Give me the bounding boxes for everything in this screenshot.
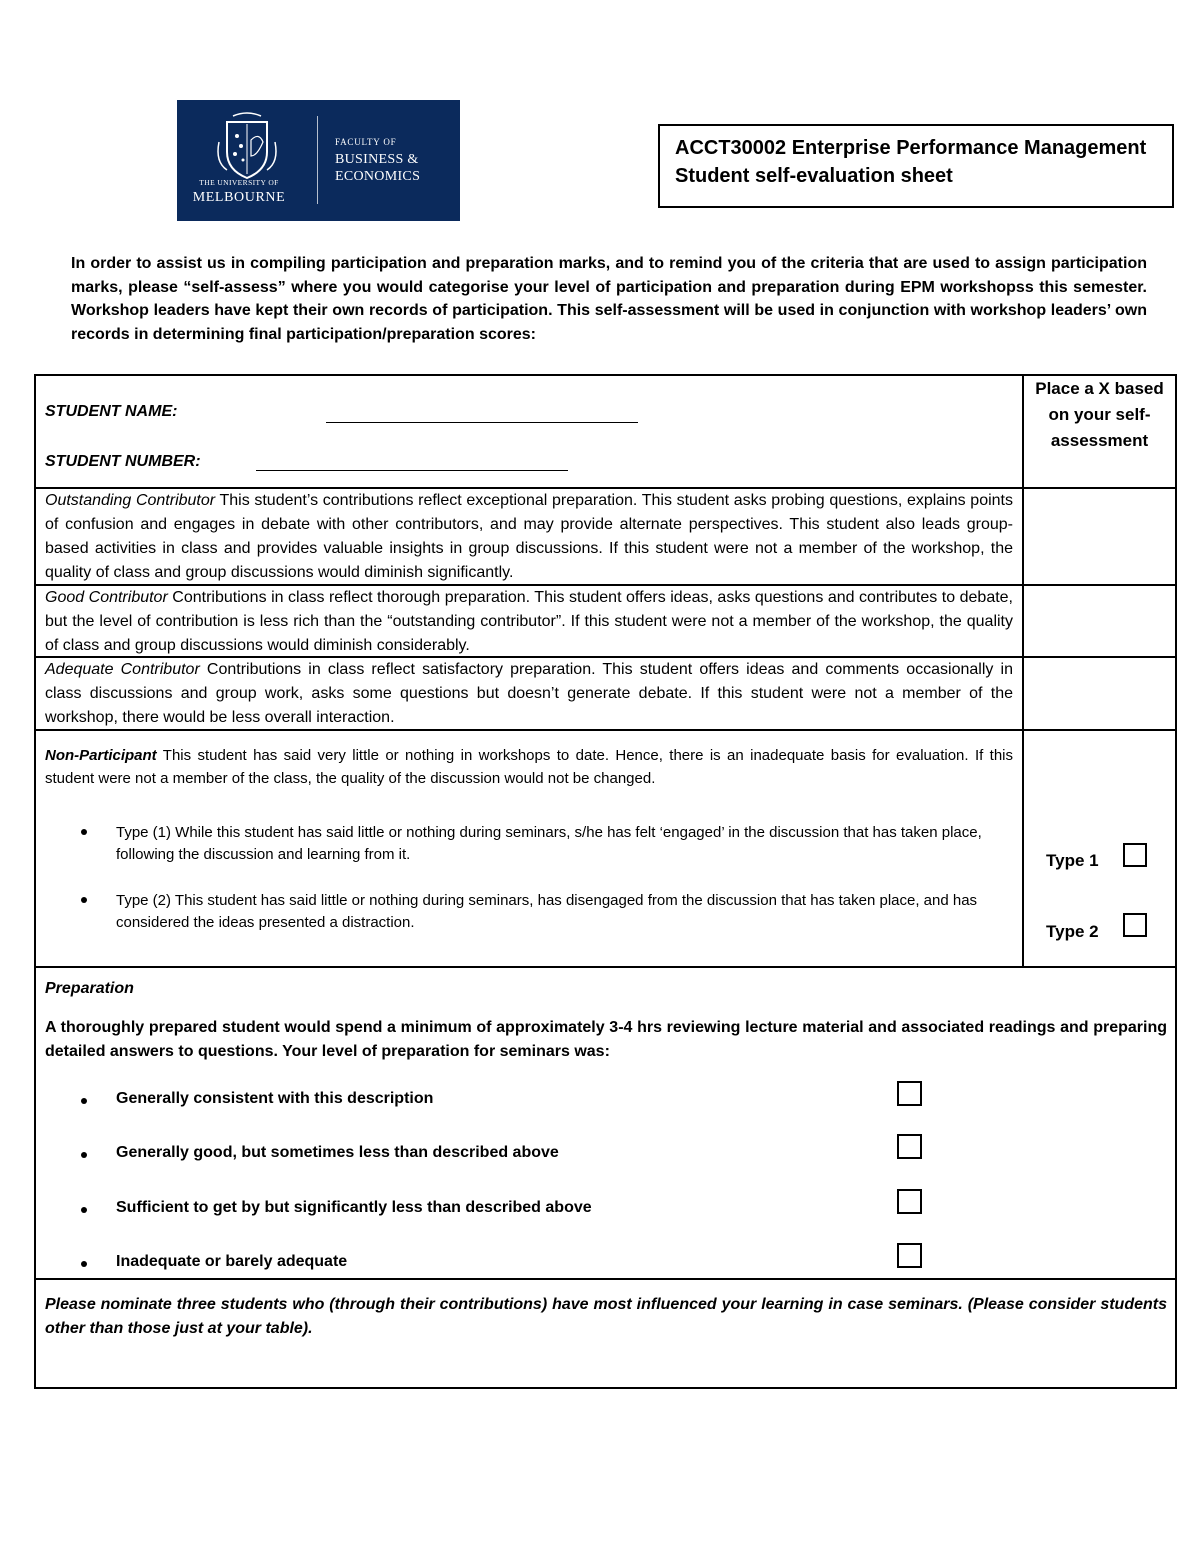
- table-column-divider: [1022, 374, 1024, 968]
- type-2-label: Type 2: [1046, 922, 1099, 941]
- criterion-text: Contributions in class reflect thorough preparation. This student offers ideas, asks questions and contributes to debate, but the level of contribution is less rich than the “outstanding contributor”. If this student were not a member of the workshop, the quality of class and group discussions would diminish considerably.: [45, 589, 1014, 654]
- logo-faculty-line1: BUSINESS &: [335, 152, 419, 167]
- criterion-name: Outstanding Contributor: [45, 492, 216, 509]
- nominate-instructions: Please nominate three students who (through their contributions) have most influenced your learning in case seminars. (Please consider students other than those just at your table).: [45, 1296, 1167, 1337]
- preparation-description: A thoroughly prepared student would spend a minimum of approximately 3-4 hrs reviewing lecture material and associated readings and preparing detailed answers to questions. Your level of preparation for seminars was:: [45, 1019, 1167, 1060]
- row-divider: [34, 1278, 1177, 1280]
- logo-faculty-prefix: FACULTY OF: [335, 137, 397, 147]
- logo-divider: [317, 116, 318, 204]
- bullet-icon: [81, 1261, 87, 1267]
- table-border-top: [34, 374, 1177, 376]
- type-1-checkbox[interactable]: [1123, 843, 1147, 867]
- student-name-label: STUDENT NAME:: [45, 403, 178, 420]
- student-name-field[interactable]: [326, 422, 638, 423]
- bullet-icon: [81, 1207, 87, 1213]
- criterion-name: Non-Participant: [45, 747, 157, 764]
- place-x-header: Place a X based on your self-assessment: [1035, 379, 1164, 450]
- criterion-outstanding: [45, 489, 1013, 585]
- type-2-checkbox[interactable]: [1123, 913, 1147, 937]
- student-number-field[interactable]: [256, 470, 568, 471]
- preparation-option: Inadequate or barely adequate: [116, 1253, 348, 1270]
- criterion-text: This student’s contributions reflect exceptional preparation. This student asks probing questions, explains points of confusion and engages in debate with other contributors, and may provide alternate perspectives. This student also leads group-based activities in class and provides valuable insights in group discussions. If this student were not a member of the workshop, the quality of class and group discussions would diminish significantly.: [45, 492, 1013, 581]
- bullet-icon: [81, 1152, 87, 1158]
- type-1-label: Type 1: [1046, 851, 1099, 870]
- criterion-text: This student has said very little or nothing in workshops to date. Hence, there is an inadequate basis for evaluation. If this student were not a member of the class, the quality of the discussion would not be changed.: [45, 747, 1013, 787]
- preparation-option: Generally consistent with this description: [116, 1090, 434, 1107]
- logo-university-name: MELBOURNE: [192, 190, 286, 205]
- criterion-non-participant: [45, 744, 1013, 790]
- logo-faculty: [335, 134, 420, 185]
- criterion-text: Contributions in class reflect satisfactory preparation. This student offers ideas and comments occasionally in class discussions and group work, asks some questions but doesn’t generate debate. If this student were not a member of the workshop, there would be less overall interaction.: [45, 661, 1013, 726]
- sheet-title: Student self-evaluation sheet: [675, 165, 953, 187]
- preparation-option-checkbox[interactable]: [897, 1134, 922, 1159]
- course-title: ACCT30002 Enterprise Performance Management: [675, 137, 1147, 159]
- criterion-good: [45, 586, 1013, 658]
- row-divider: [34, 966, 1177, 968]
- logo-university-prefix: THE UNIVERSITY OF: [199, 178, 279, 187]
- logo-faculty-line2: ECONOMICS: [335, 169, 421, 184]
- student-number-label: STUDENT NUMBER:: [45, 453, 201, 470]
- bullet-icon: [81, 829, 87, 835]
- non-participant-type-1: Type (1) While this student has said little or nothing during seminars, s/he has felt ‘engaged’ in the discussion that has taken place, following the discussion and learning from it.: [116, 824, 982, 863]
- non-participant-type-2: Type (2) This student has said little or nothing during seminars, has disengaged from the discussion that has taken place, and has considered the ideas presented a distraction.: [116, 892, 978, 931]
- preparation-option-checkbox[interactable]: [897, 1189, 922, 1214]
- bullet-icon: [81, 897, 87, 903]
- table-border-right: [1175, 374, 1177, 1389]
- preparation-option-checkbox[interactable]: [897, 1081, 922, 1106]
- university-logo: [177, 100, 460, 221]
- table-border-bottom: [34, 1387, 1177, 1389]
- intro-paragraph: In order to assist us in compiling participation and preparation marks, and to remind you of the criteria that are used to assign participation marks, please “self-assess” where you would categorise your level of participation and preparation during EPM workshopss this semester. Workshop leaders have kept their own records of participation. This self-assessment will be used in conjunction with workshop leaders’ own records in determining final participation/preparation scores:: [71, 255, 1147, 343]
- bullet-icon: [81, 1098, 87, 1104]
- criterion-name: Good Contributor: [45, 589, 168, 606]
- title-box: [658, 124, 1174, 208]
- preparation-option: Sufficient to get by but significantly less than described above: [116, 1199, 592, 1216]
- table-border-left: [34, 374, 36, 1389]
- preparation-option-checkbox[interactable]: [897, 1243, 922, 1268]
- criterion-name: Adequate Contributor: [45, 661, 200, 678]
- preparation-option: Generally good, but sometimes less than described above: [116, 1144, 559, 1161]
- preparation-title: Preparation: [45, 980, 134, 997]
- criterion-adequate: [45, 658, 1013, 730]
